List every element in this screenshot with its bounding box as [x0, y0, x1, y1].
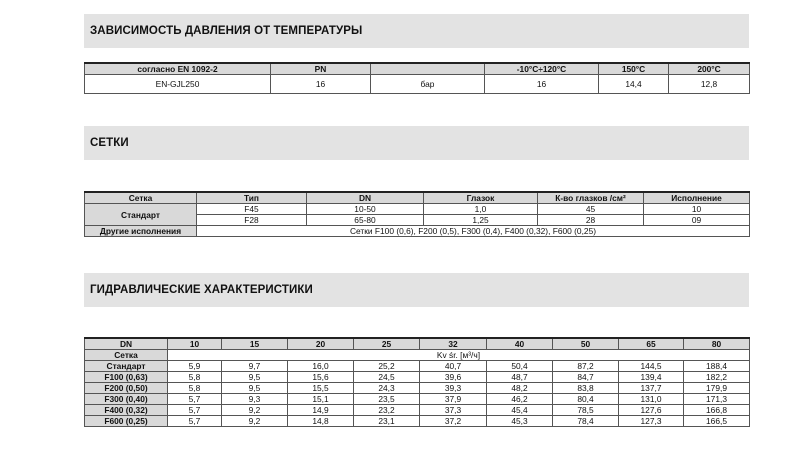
hydraulic-cell: 9,2: [222, 416, 288, 427]
hydraulic-dn-value: 32: [420, 338, 487, 350]
hydraulic-cell: 80,4: [553, 394, 619, 405]
hydraulic-cell: 23,1: [354, 416, 420, 427]
hydraulic-cell: 14,9: [288, 405, 354, 416]
pressure-header-temp-150: 150°C: [599, 63, 669, 75]
mesh-standard-label: Стандарт: [85, 204, 197, 226]
hydraulic-cell: 5,9: [168, 361, 222, 372]
mesh-header-type: Тип: [197, 192, 307, 204]
hydraulic-cell: 9,2: [222, 405, 288, 416]
hydraulic-cell: 5,7: [168, 405, 222, 416]
mesh-header-eye: Глазок: [424, 192, 538, 204]
mesh-other-label: Другие исполнения: [85, 226, 197, 237]
hydraulic-dn-value: 25: [354, 338, 420, 350]
mesh-cell: 28: [538, 215, 644, 226]
hydraulic-cell: 48,2: [487, 383, 553, 394]
hydraulic-cell: 78,4: [553, 416, 619, 427]
hydraulic-cell: 144,5: [619, 361, 684, 372]
hydraulic-cell: 14,8: [288, 416, 354, 427]
pressure-cell-150: 14,4: [599, 75, 669, 94]
mesh-cell: 10: [644, 204, 750, 215]
hydraulic-cell: 5,8: [168, 372, 222, 383]
hydraulic-dn-value: 80: [684, 338, 750, 350]
hydraulic-table: [84, 337, 750, 427]
mesh-cell: F28: [197, 215, 307, 226]
hydraulic-cell: 84,7: [553, 372, 619, 383]
hydraulic-cell: 9,5: [222, 372, 288, 383]
hydraulic-row-label: F600 (0,25): [85, 416, 168, 427]
hydraulic-cell: 40,7: [420, 361, 487, 372]
mesh-cell: 1,25: [424, 215, 538, 226]
hydraulic-header-dn: DN: [85, 338, 168, 350]
pressure-cell-200: 12,8: [669, 75, 750, 94]
hydraulic-cell: 127,3: [619, 416, 684, 427]
hydraulic-cell: 78,5: [553, 405, 619, 416]
hydraulic-cell: 37,2: [420, 416, 487, 427]
hydraulic-cell: 131,0: [619, 394, 684, 405]
hydraulic-dn-value: 40: [487, 338, 553, 350]
hydraulic-dn-value: 50: [553, 338, 619, 350]
pressure-cell-material: EN-GJL250: [85, 75, 271, 94]
mesh-cell: 09: [644, 215, 750, 226]
hydraulic-cell: 179,9: [684, 383, 750, 394]
hydraulic-cell: 24,3: [354, 383, 420, 394]
hydraulic-cell: 39,3: [420, 383, 487, 394]
section-header-hydraulic: [84, 273, 749, 307]
hydraulic-dn-value: 20: [288, 338, 354, 350]
hydraulic-cell: 37,9: [420, 394, 487, 405]
hydraulic-cell: 5,7: [168, 394, 222, 405]
hydraulic-cell: 139,4: [619, 372, 684, 383]
hydraulic-cell: 45,3: [487, 416, 553, 427]
pressure-header-pn: PN: [271, 63, 371, 75]
hydraulic-cell: 37,3: [420, 405, 487, 416]
hydraulic-cell: 50,4: [487, 361, 553, 372]
hydraulic-cell: 127,6: [619, 405, 684, 416]
section-title-hydraulic: ГИДРАВЛИЧЕСКИЕ ХАРАКТЕРИСТИКИ: [90, 284, 313, 296]
section-title-pressure: ЗАВИСИМОСТЬ ДАВЛЕНИЯ ОТ ТЕМПЕРАТУРЫ: [90, 25, 363, 37]
mesh-cell: 65-80: [307, 215, 424, 226]
hydraulic-cell: 166,5: [684, 416, 750, 427]
hydraulic-row-label: F200 (0,50): [85, 383, 168, 394]
hydraulic-row-label: F400 (0,32): [85, 405, 168, 416]
hydraulic-cell: 24,5: [354, 372, 420, 383]
mesh-cell: F45: [197, 204, 307, 215]
hydraulic-cell: 166,8: [684, 405, 750, 416]
hydraulic-cell: 46,2: [487, 394, 553, 405]
mesh-header-mesh: Сетка: [85, 192, 197, 204]
hydraulic-cell: 9,3: [222, 394, 288, 405]
mesh-header-version: Исполнение: [644, 192, 750, 204]
hydraulic-cell: 39,6: [420, 372, 487, 383]
hydraulic-cell: 87,2: [553, 361, 619, 372]
section-header-mesh: [84, 126, 749, 160]
hydraulic-cell: 171,3: [684, 394, 750, 405]
pressure-cell-120: 16: [485, 75, 599, 94]
pressure-cell-pn: 16: [271, 75, 371, 94]
pressure-header-temp-120: -10°C÷120°C: [485, 63, 599, 75]
hydraulic-cell: 23,2: [354, 405, 420, 416]
pressure-header-empty: [371, 63, 485, 75]
hydraulic-cell: 25,2: [354, 361, 420, 372]
pressure-header-temp-200: 200°C: [669, 63, 750, 75]
hydraulic-cell: 188,4: [684, 361, 750, 372]
hydraulic-dn-value: 15: [222, 338, 288, 350]
hydraulic-cell: 9,7: [222, 361, 288, 372]
hydraulic-cell: 16,0: [288, 361, 354, 372]
hydraulic-cell: 5,8: [168, 383, 222, 394]
mesh-other-value: Сетки F100 (0,6), F200 (0,5), F300 (0,4), F400 (0,32), F600 (0,25): [197, 226, 750, 237]
pressure-cell-unit: бар: [371, 75, 485, 94]
hydraulic-cell: 45,4: [487, 405, 553, 416]
hydraulic-cell: 15,1: [288, 394, 354, 405]
hydraulic-row-label: F100 (0,63): [85, 372, 168, 383]
hydraulic-dn-value: 10: [168, 338, 222, 350]
hydraulic-cell: 137,7: [619, 383, 684, 394]
mesh-table: [84, 191, 750, 237]
hydraulic-mesh-label: Сетка: [85, 350, 168, 361]
mesh-header-dn: DN: [307, 192, 424, 204]
mesh-cell: 10-50: [307, 204, 424, 215]
section-title-mesh: СЕТКИ: [90, 137, 129, 149]
hydraulic-kv-label: Kv śr. [м³/ч]: [168, 350, 750, 361]
hydraulic-cell: 83,8: [553, 383, 619, 394]
hydraulic-cell: 23,5: [354, 394, 420, 405]
pressure-header-standard: согласно EN 1092-2: [85, 63, 271, 75]
mesh-cell: 1,0: [424, 204, 538, 215]
hydraulic-cell: 182,2: [684, 372, 750, 383]
hydraulic-row-label: Стандарт: [85, 361, 168, 372]
section-header-pressure: [84, 14, 749, 48]
mesh-cell: 45: [538, 204, 644, 215]
hydraulic-cell: 15,5: [288, 383, 354, 394]
mesh-header-eye-count: К-во глазков /cм²: [538, 192, 644, 204]
hydraulic-cell: 5,7: [168, 416, 222, 427]
hydraulic-cell: 15,6: [288, 372, 354, 383]
hydraulic-cell: 48,7: [487, 372, 553, 383]
hydraulic-cell: 9,5: [222, 383, 288, 394]
hydraulic-dn-value: 65: [619, 338, 684, 350]
hydraulic-row-label: F300 (0,40): [85, 394, 168, 405]
pressure-table: [84, 62, 750, 94]
